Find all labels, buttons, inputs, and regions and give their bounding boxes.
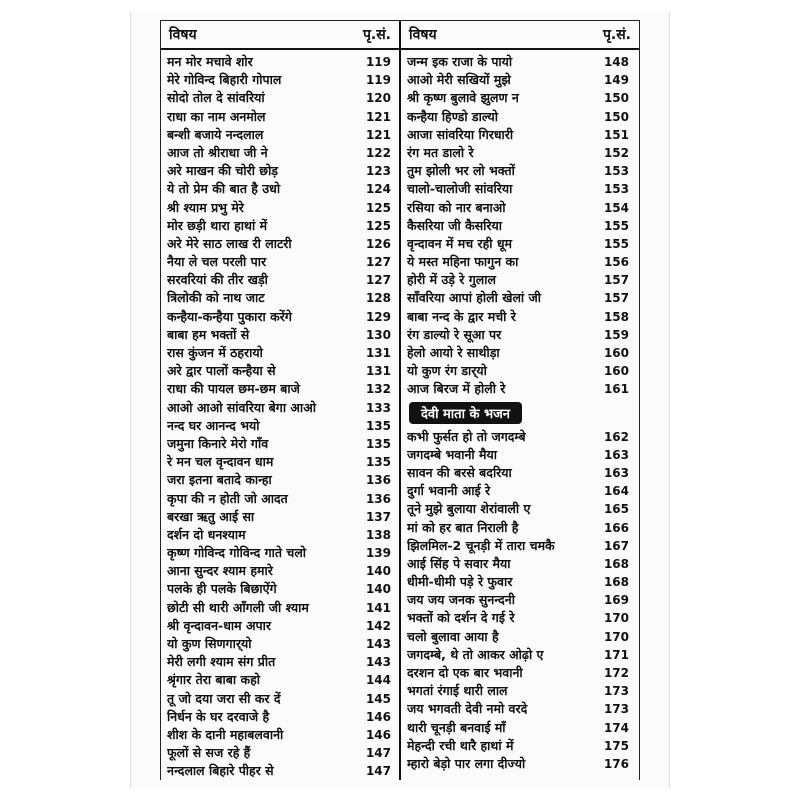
index-row [401, 217, 639, 235]
index-row-title: फूलों से सज रहे हैं [167, 745, 251, 761]
index-row-title: यो कुण सिणगार्‌यो [167, 636, 252, 651]
right-header-page-no: पृ.सं. [602, 27, 631, 43]
index-row-title: नन्द घर आनन्द भयो [167, 417, 260, 433]
index-row-page: 121 [365, 109, 391, 124]
index-row-title: चालो-चालोजी सांवरिया [407, 181, 513, 197]
index-row [161, 744, 399, 762]
index-row-page: 172 [603, 666, 629, 680]
index-row-title: जगदम्बे भवानी मैया [407, 446, 497, 462]
index-row-page: 164 [603, 484, 629, 499]
index-row [161, 253, 399, 271]
index-row-page: 135 [365, 418, 391, 433]
index-row-page: 149 [603, 73, 629, 88]
index-row-title: पलके ही पलके बिछाऐंगे [167, 581, 277, 597]
index-row-title: त्रिलोकी को नाथ जाट [167, 290, 265, 306]
section-heading: देवी माता के भजन [409, 402, 522, 424]
index-row [401, 573, 639, 591]
index-row-title: श्री कृष्ण बुलावे झुलण न [407, 90, 519, 106]
index-row-page: 141 [365, 600, 391, 615]
index-row-page: 150 [603, 109, 629, 124]
index-row-page: 129 [365, 309, 391, 324]
left-header-subject: विषय [169, 27, 197, 43]
index-row [401, 464, 639, 482]
index-row [401, 519, 639, 537]
left-header-page-no: पृ.सं. [362, 27, 391, 43]
index-row-page: 170 [603, 629, 629, 644]
index-row-page: 166 [603, 520, 629, 535]
index-row-title: झिलमिल-2 चूनड़ी में तारा चमकै [407, 537, 555, 553]
index-row-title: धीमी-धीमी पड़े रे फुवार [407, 574, 513, 590]
index-row-page: 145 [365, 691, 391, 706]
right-rows-top [401, 50, 639, 399]
index-row-title: कृपा की न होती जो आदत [167, 490, 288, 506]
index-row [161, 380, 399, 398]
index-row-page: 142 [365, 618, 391, 633]
index-row-title: दुर्गा भवानी आई रे [407, 483, 491, 499]
index-row [401, 144, 639, 162]
index-row-title: तूने मुझे बुलाया शेरांवाली ए [407, 501, 531, 517]
index-row [161, 289, 399, 307]
index-row [401, 71, 639, 89]
index-row-page: 146 [365, 727, 391, 742]
index-row-page: 140 [365, 564, 391, 579]
index-row [161, 635, 399, 653]
index-row-page: 119 [365, 73, 391, 88]
index-row-title: दर्शन दो धनश्याम [167, 526, 246, 542]
index-row [401, 162, 639, 180]
index-row-title: हेलो आयो रे साथीड़ा [407, 345, 500, 360]
index-row-title: साँवरिया आपां होली खेलां जी [407, 290, 542, 306]
index-row-page: 162 [603, 429, 629, 444]
index-row-page: 168 [603, 556, 629, 571]
index-row-page: 140 [365, 582, 391, 597]
index-row [161, 580, 399, 598]
index-row-title: दरशन दो एक बार भवानी [407, 665, 523, 680]
index-row-title: कभी फुर्सत हो तो जगदम्बे [407, 428, 526, 444]
index-row-title: तू जो दया जरा सी कर दें [167, 690, 281, 706]
index-row-page: 160 [603, 364, 629, 379]
index-row [401, 53, 639, 71]
index-row-page: 173 [603, 684, 629, 699]
index-row-title: नैया ले चल परली पार [167, 254, 267, 270]
index-row-page: 153 [603, 164, 629, 179]
index-row [401, 180, 639, 198]
index-row [401, 591, 639, 609]
index-row [401, 199, 639, 217]
index-row [161, 435, 399, 453]
index-row-title: यो कुण रंग डार्‌यो [407, 363, 487, 379]
index-row [161, 144, 399, 162]
index-row-page: 136 [365, 473, 391, 488]
index-row-title: आना सुन्दर श्याम हमारे [167, 563, 273, 579]
index-row-title: सरवरियां की तीर खड़ी [167, 272, 268, 288]
index-row-page: 163 [603, 447, 629, 462]
index-row-title: रास कुंजन में ठहरायो [167, 345, 263, 360]
index-row [161, 708, 399, 726]
index-row [161, 235, 399, 253]
index-row-page: 143 [365, 655, 391, 670]
index-row-page: 155 [603, 236, 629, 251]
index-row [161, 544, 399, 562]
index-row-page: 137 [365, 509, 391, 524]
index-row-page: 150 [603, 91, 629, 106]
index-row-page: 157 [603, 291, 629, 306]
index-row-title: अरे मेरे साठ लाख री लाटरी [167, 235, 292, 251]
index-row [161, 71, 399, 89]
index-row-title: आज तो श्रीराधा जी ने [167, 144, 268, 160]
index-row [401, 682, 639, 700]
index-row-page: 133 [365, 400, 391, 415]
index-row-page: 155 [603, 218, 629, 233]
index-row-page: 158 [603, 309, 629, 324]
index-row-page: 131 [365, 346, 391, 360]
index-row [161, 271, 399, 289]
left-rows [161, 50, 399, 781]
index-row-page: 128 [365, 291, 391, 306]
index-row-page: 169 [603, 593, 629, 608]
index-row-title: वृन्दावन में मच रही धूम [407, 235, 513, 251]
index-row-title: जय जय जनक सुनन्दनी [407, 592, 515, 608]
index-row [161, 453, 399, 471]
index-row-title: चलो बुलावा आया है [407, 628, 499, 644]
index-row-page: 151 [603, 127, 629, 142]
index-row [161, 562, 399, 580]
index-row-page: 119 [365, 55, 391, 69]
index-row [161, 326, 399, 344]
index-row [401, 89, 639, 107]
index-row-title: जन्म इक राजा के पायो [407, 54, 513, 69]
index-row [401, 326, 639, 344]
index-row-page: 152 [603, 145, 629, 160]
index-row-title: शीश के दानी महाबलवानी [167, 726, 284, 742]
index-row [161, 126, 399, 144]
index-row-page: 138 [365, 527, 391, 542]
index-row-page: 161 [603, 382, 629, 397]
index-row-page: 170 [603, 611, 629, 626]
index-row-title: रंग डाल्यो रे सूआ पर [407, 326, 502, 342]
index-row-page: 163 [603, 465, 629, 480]
index-row-page: 160 [603, 346, 629, 360]
index-row [401, 362, 639, 380]
index-row-title: नन्दलाल बिहारे पीहर से [167, 763, 274, 779]
index-row-title: कन्हैया-कन्हैया पुकारा करेंगे [167, 308, 292, 324]
index-row-page: 174 [603, 720, 629, 735]
index-row [161, 180, 399, 198]
index-row-page: 122 [365, 145, 391, 160]
index-row-title: होरी में उड़े रे गुलाल [407, 272, 496, 288]
index-row [401, 380, 639, 398]
index-row-page: 171 [603, 647, 629, 662]
index-row [161, 399, 399, 417]
index-row [161, 490, 399, 508]
index-row [401, 555, 639, 573]
index-row [161, 526, 399, 544]
index-row-page: 143 [365, 637, 391, 651]
index-row-title: राधा की पायल छम-छम बाजे [167, 381, 300, 397]
index-row [401, 719, 639, 737]
index-row-title: अरे द्वार पालों कन्हैया से [167, 363, 276, 379]
index-row-title: बाबा हम भक्तों से [167, 326, 250, 342]
index-row-title: रे मन चल वृन्दावन धाम [167, 454, 274, 470]
index-row-title: तुम झोली भर लो भक्तों [407, 163, 515, 179]
index-row-title: मेरे गोविन्द बिहारी गोपाल [167, 72, 282, 88]
index-row-page: 147 [365, 746, 391, 761]
index-row [401, 108, 639, 126]
index-row [401, 271, 639, 289]
index-row [401, 446, 639, 464]
index-row-page: 127 [365, 255, 391, 270]
index-row-title: म्हारो बेड़ो पार लगा दीज्यो [407, 755, 526, 771]
index-row-page: 136 [365, 491, 391, 506]
index-row-page: 147 [365, 764, 391, 779]
index-row [161, 762, 399, 780]
index-row [161, 162, 399, 180]
index-row-page: 127 [365, 273, 391, 288]
index-row [161, 617, 399, 635]
index-row [161, 417, 399, 435]
index-row-page: 130 [365, 327, 391, 342]
index-row [401, 500, 639, 518]
index-row-page: 157 [603, 273, 629, 288]
index-row-title: सावन की बरसे बदरिया [407, 464, 512, 480]
index-row [161, 671, 399, 689]
right-column [399, 21, 639, 780]
index-row-page: 120 [365, 91, 391, 106]
index-row [401, 664, 639, 682]
index-row-title: निर्धन के घर दरवाजे है [167, 708, 270, 724]
index-row-title: आओ आओ सांवरिया बेगा आओ [167, 399, 316, 415]
index-row [401, 253, 639, 271]
index-row-page: 144 [365, 673, 391, 688]
index-row-title: रंग मत डालो रे [407, 144, 474, 160]
index-row-title: आजा सांवरिया गिरधारी [407, 126, 514, 142]
index-row [401, 126, 639, 144]
index-row-title: मेरी लगी श्याम संग प्रीत [167, 654, 276, 670]
index-row-page: 165 [603, 502, 629, 517]
index-row-title: भगतां रंगाई थारी लाल [407, 683, 508, 699]
index-row [161, 344, 399, 362]
index-row-title: जय भगवती देवी नमो वरदे [407, 701, 528, 717]
index-row-page: 159 [603, 327, 629, 342]
index-row-page: 154 [603, 200, 629, 215]
index-row-page: 135 [365, 455, 391, 470]
index-row-title: ये मस्त महिना फागुन का [407, 254, 519, 270]
index-row-page: 146 [365, 709, 391, 724]
index-row-title: बाबा नन्द के द्वार मची रे [407, 308, 516, 324]
index-row [161, 89, 399, 107]
index-row [161, 53, 399, 71]
right-rows-bottom [401, 428, 639, 774]
index-row-title: जगदम्बे, थे तो आकर ओढ़ो ए [407, 646, 544, 662]
index-row-page: 167 [603, 538, 629, 553]
index-row-title: श्री वृन्दावन-धाम अपार [167, 617, 271, 633]
index-row-title: सोदो तोल दे सांवरियां [167, 90, 265, 106]
index-row-title: जमुना किनारे मेरो गाँव [167, 435, 269, 451]
index-row-page: 148 [603, 55, 629, 69]
index-row [161, 108, 399, 126]
right-header-subject: विषय [409, 27, 437, 43]
index-row-page: 124 [365, 182, 391, 197]
index-row-title: मां को हर बात निराली है [407, 519, 519, 535]
index-row-title: रसिया को नार बनाओ [407, 199, 506, 215]
index-row [401, 646, 639, 664]
index-row [161, 508, 399, 526]
index-row-title: जरा इतना बतादे कान्हा [167, 472, 272, 488]
index-row-title: मोर छड़ी थारा हाथां में [167, 217, 268, 233]
index-row [161, 217, 399, 235]
index-row-page: 156 [603, 255, 629, 270]
index-row-title: कन्हैया हिण्डो डाल्यो [407, 108, 499, 124]
index-row-page: 125 [365, 200, 391, 215]
index-row-title: श्री श्याम प्रभु मेरे [167, 199, 244, 215]
index-row [161, 362, 399, 380]
index-row-page: 153 [603, 182, 629, 197]
index-row-title: थारी चूनड़ी बनवाई माँ [407, 719, 506, 735]
index-row-title: श्रृंगार तेरा बाबा कहो [167, 672, 260, 688]
index-row-title: ये तो प्रेम की बात है उधो [167, 181, 281, 197]
index-row [161, 599, 399, 617]
index-row [401, 737, 639, 755]
index-row-page: 139 [365, 546, 391, 561]
index-table [160, 20, 640, 780]
index-row-page: 168 [603, 575, 629, 590]
index-row-page: 126 [365, 236, 391, 251]
index-row [401, 755, 639, 773]
index-row-page: 132 [365, 382, 391, 397]
index-row-title: मन मोर मचावे शोर [167, 54, 253, 69]
index-row-title: राधा का नाम अनमोल [167, 108, 266, 124]
index-row-title: भक्तों को दर्शन दे गई रे [407, 610, 515, 626]
index-row [401, 482, 639, 500]
index-row [401, 428, 639, 446]
index-row [161, 726, 399, 744]
index-row [401, 628, 639, 646]
index-row [161, 199, 399, 217]
index-row-title: अरे माखन की चोरी छोड़ [167, 163, 278, 179]
index-row-title: आई सिंह पे सवार मैया [407, 555, 511, 571]
index-row-title: छोटी सी थारी आँगली जी श्याम [167, 599, 309, 615]
index-row-title: कृष्ण गोविन्द गोविन्द गाते चलो [167, 545, 307, 561]
index-row [401, 289, 639, 307]
index-row [401, 700, 639, 718]
index-row-page: 135 [365, 436, 391, 451]
index-row [401, 308, 639, 326]
index-row-title: बन्शी बजाये नन्दलाल [167, 126, 264, 142]
index-row-title: मेहन्दी रची थारै हाथां में [407, 737, 514, 753]
index-row-title: आओ मेरी सखियों मुझे [407, 72, 511, 88]
index-row [161, 308, 399, 326]
index-row [401, 344, 639, 362]
index-row-title: कैसरिया जी कैसरिया [407, 217, 502, 233]
index-row-page: 175 [603, 738, 629, 753]
index-row-page: 176 [603, 756, 629, 771]
left-column [161, 21, 399, 780]
right-column-header [401, 21, 639, 50]
index-row-title: आज बिरज में होली रे [407, 381, 506, 397]
index-row-page: 173 [603, 702, 629, 717]
index-row [401, 235, 639, 253]
left-column-header [161, 21, 399, 50]
index-row [161, 653, 399, 671]
index-row [401, 609, 639, 627]
index-row [401, 537, 639, 555]
index-row [161, 690, 399, 708]
index-row-title: बरखा ऋतु आई सा [167, 508, 255, 524]
index-row-page: 125 [365, 218, 391, 233]
index-row-page: 131 [365, 364, 391, 379]
index-row-page: 121 [365, 127, 391, 142]
index-row-page: 123 [365, 164, 391, 179]
index-row [161, 471, 399, 489]
